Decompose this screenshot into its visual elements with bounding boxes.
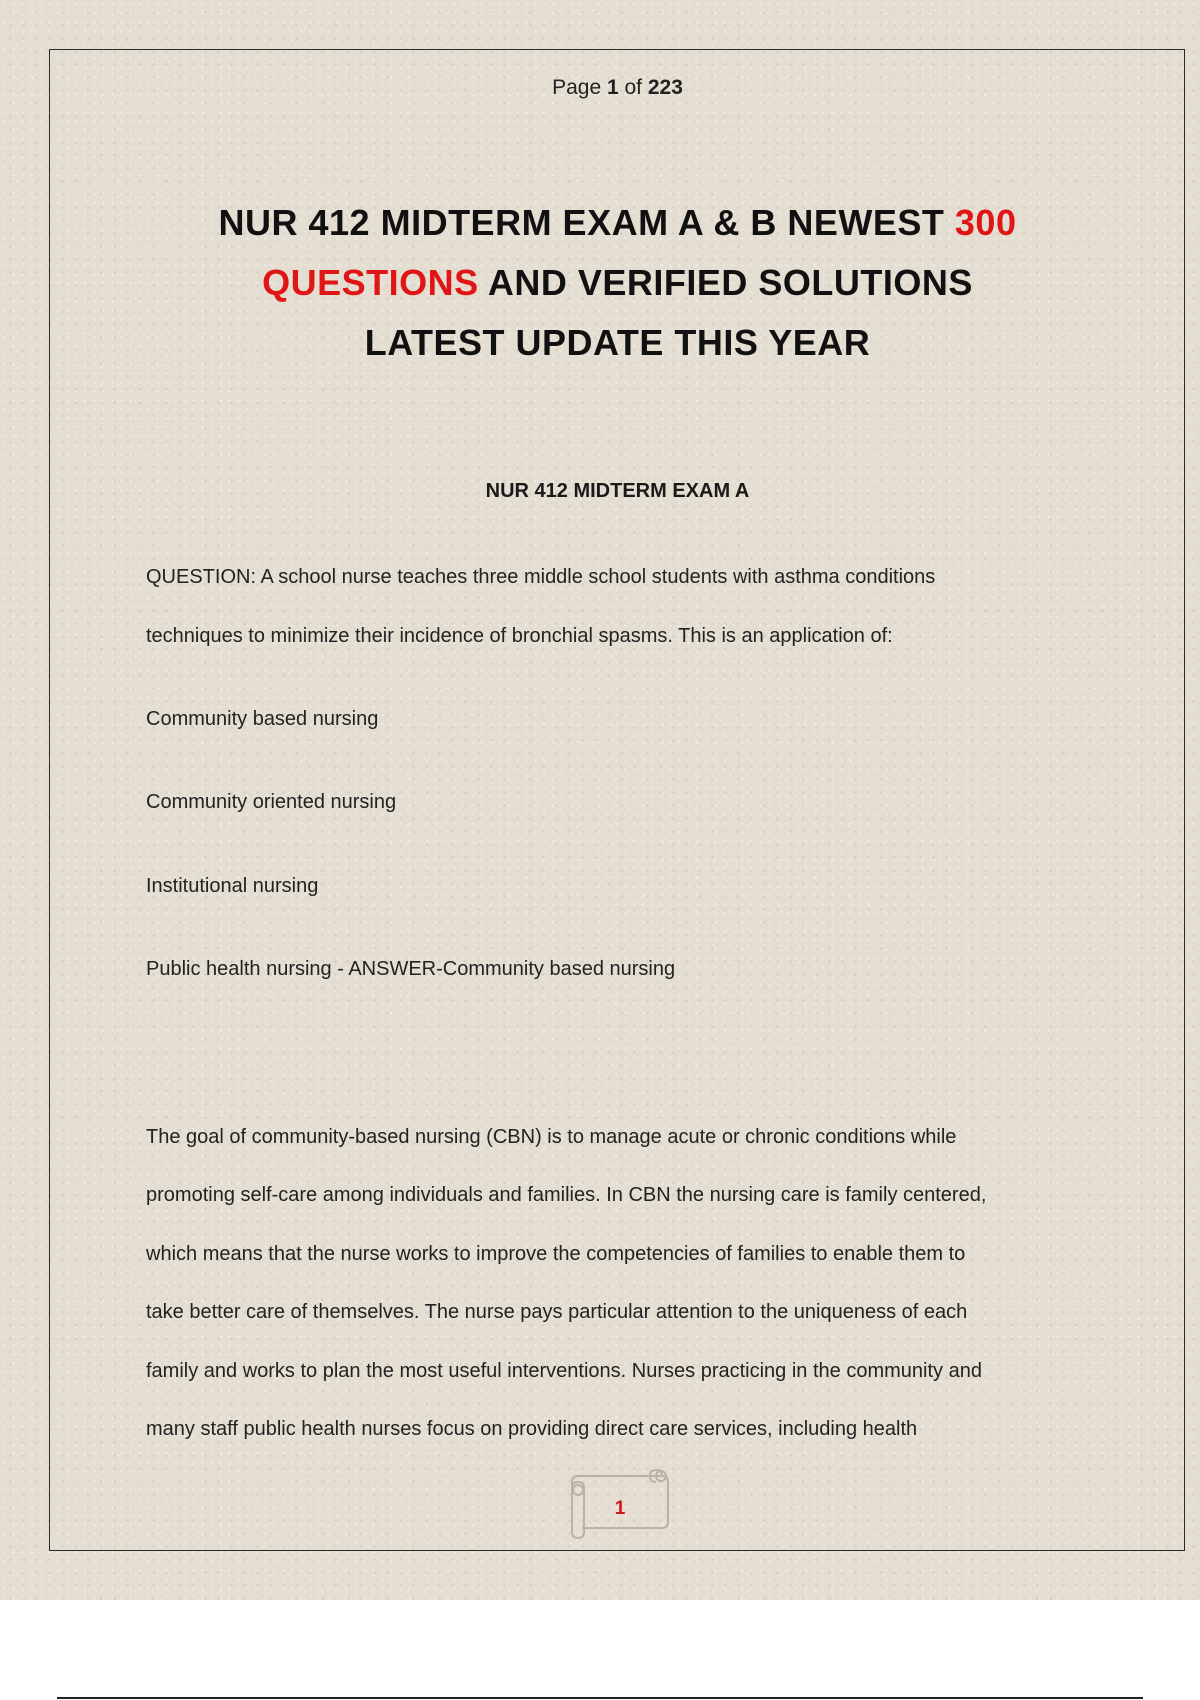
explanation-line-1: The goal of community-based nursing (CBN) is to manage acute or chronic conditions while	[146, 1126, 957, 1148]
answer-option-4: Public health nursing - ANSWER-Community based nursing	[146, 958, 676, 980]
explanation-line-6: many staff public health nurses focus on providing direct care services, including health	[146, 1418, 918, 1440]
title-line-1-highlight: 300	[954, 202, 1017, 243]
section-heading: NUR 412 MIDTERM EXAM A	[485, 480, 750, 502]
title-line-2-text: AND VERIFIED SOLUTIONS	[478, 262, 973, 303]
question-line-2: techniques to minimize their incidence of bronchial spasms. This is an application of:	[146, 625, 893, 647]
footer-divider	[57, 1697, 1143, 1699]
page-number-badge	[558, 1468, 670, 1542]
title-line-3: LATEST UPDATE THIS YEAR	[364, 322, 871, 363]
page-counter-total: 223	[647, 76, 683, 99]
title-line-2-highlight: QUESTIONS	[262, 262, 479, 303]
page-counter-prefix: Page	[552, 76, 607, 99]
answer-option-2: Community oriented nursing	[146, 791, 397, 813]
title-line-2	[120, 253, 1115, 313]
page-counter-current: 1	[606, 76, 619, 99]
page-counter	[0, 76, 1200, 100]
page-counter-middle: of	[618, 76, 648, 99]
explanation-line-4: take better care of themselves. The nurse pays particular attention to the uniqueness of each	[146, 1301, 968, 1323]
explanation-line-2: promoting self-care among individuals and families. In CBN the nursing care is family centered,	[146, 1184, 987, 1206]
answer-option-1: Community based nursing	[146, 708, 379, 730]
answer-option-3: Institutional nursing	[146, 875, 319, 897]
question-line-1: QUESTION: A school nurse teaches three middle school students with asthma conditions	[146, 566, 936, 588]
title-line-1	[120, 193, 1115, 253]
title-line-1-text: NUR 412 MIDTERM EXAM A & B NEWEST	[218, 202, 955, 243]
explanation-line-5: family and works to plan the most useful interventions. Nurses practicing in the community and	[146, 1360, 982, 1382]
explanation-line-3: which means that the nurse works to improve the competencies of families to enable them to	[146, 1243, 966, 1265]
document-title	[120, 193, 1115, 373]
page-number: 1	[614, 1498, 626, 1519]
